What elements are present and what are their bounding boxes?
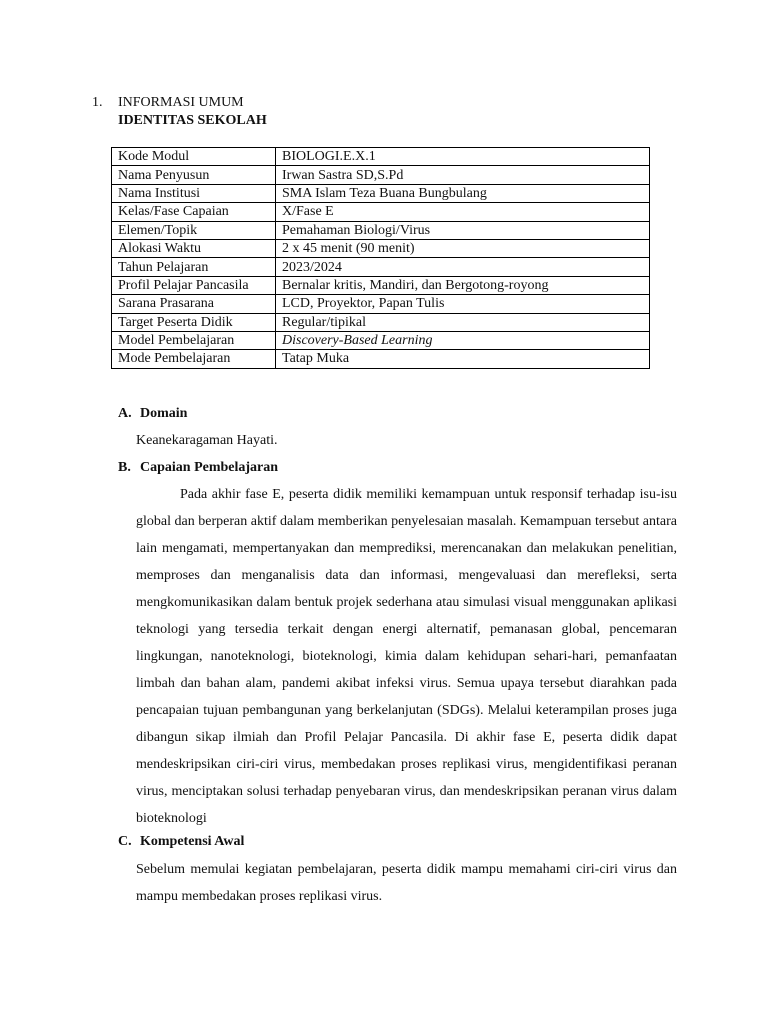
table-key: Tahun Pelajaran: [112, 258, 276, 276]
identity-table: [111, 147, 650, 369]
table-row: [112, 148, 650, 166]
table-value: Tatap Muka: [276, 350, 650, 368]
table-row: [112, 203, 650, 221]
table-key: Target Peserta Didik: [112, 313, 276, 331]
table-row: [112, 239, 650, 257]
section-a-heading: [118, 405, 187, 423]
table-value: Discovery-Based Learning: [276, 331, 650, 349]
learning-outcome-text: Pada akhir fase E, peserta didik memiliki kemampuan untuk responsif terhadap isu-isu global dan berperan aktif dalam memberikan penyelesaian masalah. Kemampuan tersebut antara lain mengamati, mempertanyakan dan memprediksi, merencanakan dan melakukan penelitian, memproses dan menganalisis data dan informasi, mengevaluasi dan merefleksi, serta mengkomunikasikan dalam bentuk projek sederhana atau simulasi visual menggunakan aplikasi teknologi yang tersedia terkait dengan energi alternatif, pemanasan global, pencemaran lingkungan, nanoteknologi, bioteknologi, kimia dalam kehidupan sehari-hari, pemanfaatan limbah dan bahan alam, pandemi akibat infeksi virus. Semua upaya tersebut diarahkan pada pencapaian tujuan pembangunan yang berkelanjutan (SDGs). Melalui keterampilan proses juga dibangun sikap ilmiah dan Profil Pelajar Pancasila. Di akhir fase E, peserta didik dapat mendeskripsikan ciri-ciri virus, membedakan proses replikasi virus, mengidentifikasi peranan virus, menciptakan solusi terhadap penyebaran virus, dan mendeskripsikan peranan virus dalam bioteknologi: [136, 487, 677, 826]
table-key: Alokasi Waktu: [112, 239, 276, 257]
section-letter: A.: [118, 406, 132, 421]
table-key: Sarana Prasarana: [112, 295, 276, 313]
table-row: [112, 184, 650, 202]
section-title: Capaian Pembelajaran: [140, 460, 279, 475]
table-value: LCD, Proyektor, Papan Tulis: [276, 295, 650, 313]
table-value: Bernalar kritis, Mandiri, dan Bergotong-royong: [276, 276, 650, 294]
table-row: [112, 350, 650, 368]
table-row: [112, 258, 650, 276]
table-key: Elemen/Topik: [112, 221, 276, 239]
section-title: Domain: [140, 406, 188, 421]
table-value: Regular/tipikal: [276, 313, 650, 331]
initial-competence-text: Sebelum memulai kegiatan pembelajaran, peserta didik mampu memahami ciri-ciri virus dan mampu membedakan proses replikasi virus.: [136, 862, 677, 904]
table-value: 2023/2024: [276, 258, 650, 276]
section-title: Kompetensi Awal: [140, 834, 245, 849]
domain-text: Keanekaragaman Hayati.: [136, 433, 278, 448]
table-row: [112, 331, 650, 349]
table-row: [112, 295, 650, 313]
table-value: Pemahaman Biologi/Virus: [276, 221, 650, 239]
table-key: Nama Penyusun: [112, 166, 276, 184]
table-key: Kelas/Fase Capaian: [112, 203, 276, 221]
section-letter: B.: [118, 460, 131, 475]
section-letter: C.: [118, 834, 132, 849]
section-heading: [92, 94, 244, 112]
table-key: Mode Pembelajaran: [112, 350, 276, 368]
section-c-heading: [118, 833, 244, 851]
table-row: [112, 166, 650, 184]
table-value: 2 x 45 menit (90 menit): [276, 239, 650, 257]
section-b-heading: [118, 459, 278, 477]
section-number: 1.: [92, 95, 103, 110]
table-value: BIOLOGI.E.X.1: [276, 148, 650, 166]
table-value: SMA Islam Teza Buana Bungbulang: [276, 184, 650, 202]
table-value: Irwan Sastra SD,S.Pd: [276, 166, 650, 184]
school-identity-heading: IDENTITAS SEKOLAH: [118, 113, 267, 128]
table-row: [112, 221, 650, 239]
table-row: [112, 313, 650, 331]
table-key: Nama Institusi: [112, 184, 276, 202]
table-key: Kode Modul: [112, 148, 276, 166]
table-key: Profil Pelajar Pancasila: [112, 276, 276, 294]
table-value: X/Fase E: [276, 203, 650, 221]
section-title: INFORMASI UMUM: [118, 95, 244, 110]
table-row: [112, 276, 650, 294]
table-key: Model Pembelajaran: [112, 331, 276, 349]
